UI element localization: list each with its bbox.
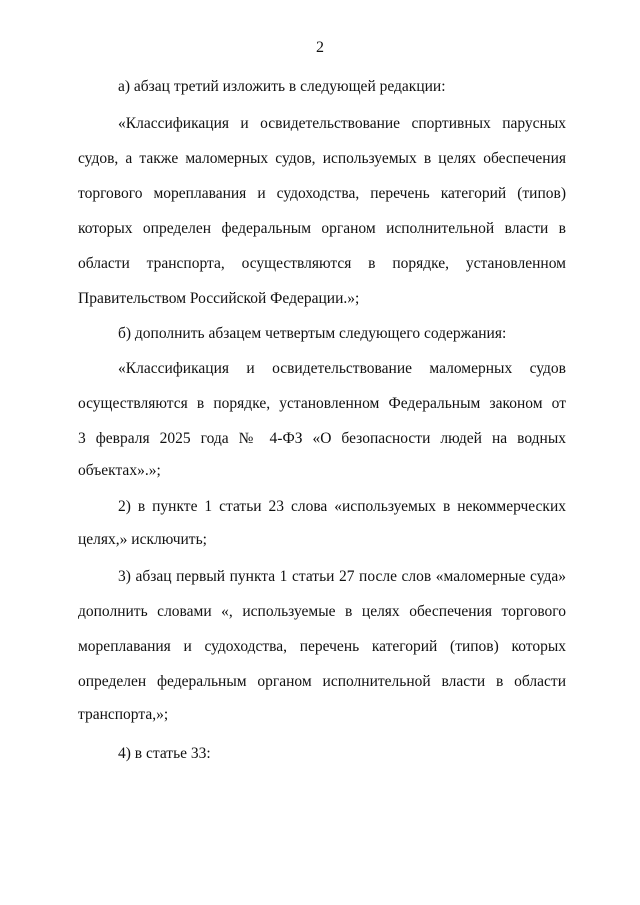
text-line: 2) в пункте 1 статьи 23 слова «используемых в некоммерческих bbox=[118, 498, 566, 515]
text-line: осуществляются в порядке, установленном Федеральным законом от bbox=[78, 395, 566, 412]
text-line: 3 февраля 2025 года № 4-ФЗ «О безопасности людей на водных bbox=[78, 430, 566, 447]
text-line: торгового мореплавания и судоходства, перечень категорий (типов) bbox=[78, 185, 566, 202]
text-line: объектах».»; bbox=[78, 462, 161, 479]
text-line: которых определен федеральным органом исполнительной власти в bbox=[78, 220, 566, 237]
text-line: а) абзац третий изложить в следующей редакции: bbox=[118, 78, 446, 95]
text-line: «Классификация и освидетельствование маломерных судов bbox=[118, 360, 566, 377]
text-line: Правительством Российской Федерации.»; bbox=[78, 290, 360, 307]
text-line: дополнить словами «, используемые в целях обеспечения торгового bbox=[78, 603, 566, 620]
page-number: 2 bbox=[316, 39, 324, 56]
text-line: транспорта,»; bbox=[78, 706, 169, 723]
text-line: области транспорта, осуществляются в порядке, установленном bbox=[78, 255, 566, 272]
text-line: мореплавания и судоходства, перечень категорий (типов) которых bbox=[78, 638, 566, 655]
text-line: определен федеральным органом исполнительной власти в области bbox=[78, 673, 566, 690]
text-line: б) дополнить абзацем четвертым следующего содержания: bbox=[118, 325, 507, 342]
text-line: 3) абзац первый пункта 1 статьи 27 после слов «маломерные суда» bbox=[118, 568, 566, 585]
text-line: 4) в статье 33: bbox=[118, 745, 211, 762]
text-line: «Классификация и освидетельствование спортивных парусных bbox=[118, 115, 566, 132]
text-line: целях,» исключить; bbox=[78, 531, 207, 548]
text-line: судов, а также маломерных судов, используемых в целях обеспечения bbox=[78, 150, 566, 167]
